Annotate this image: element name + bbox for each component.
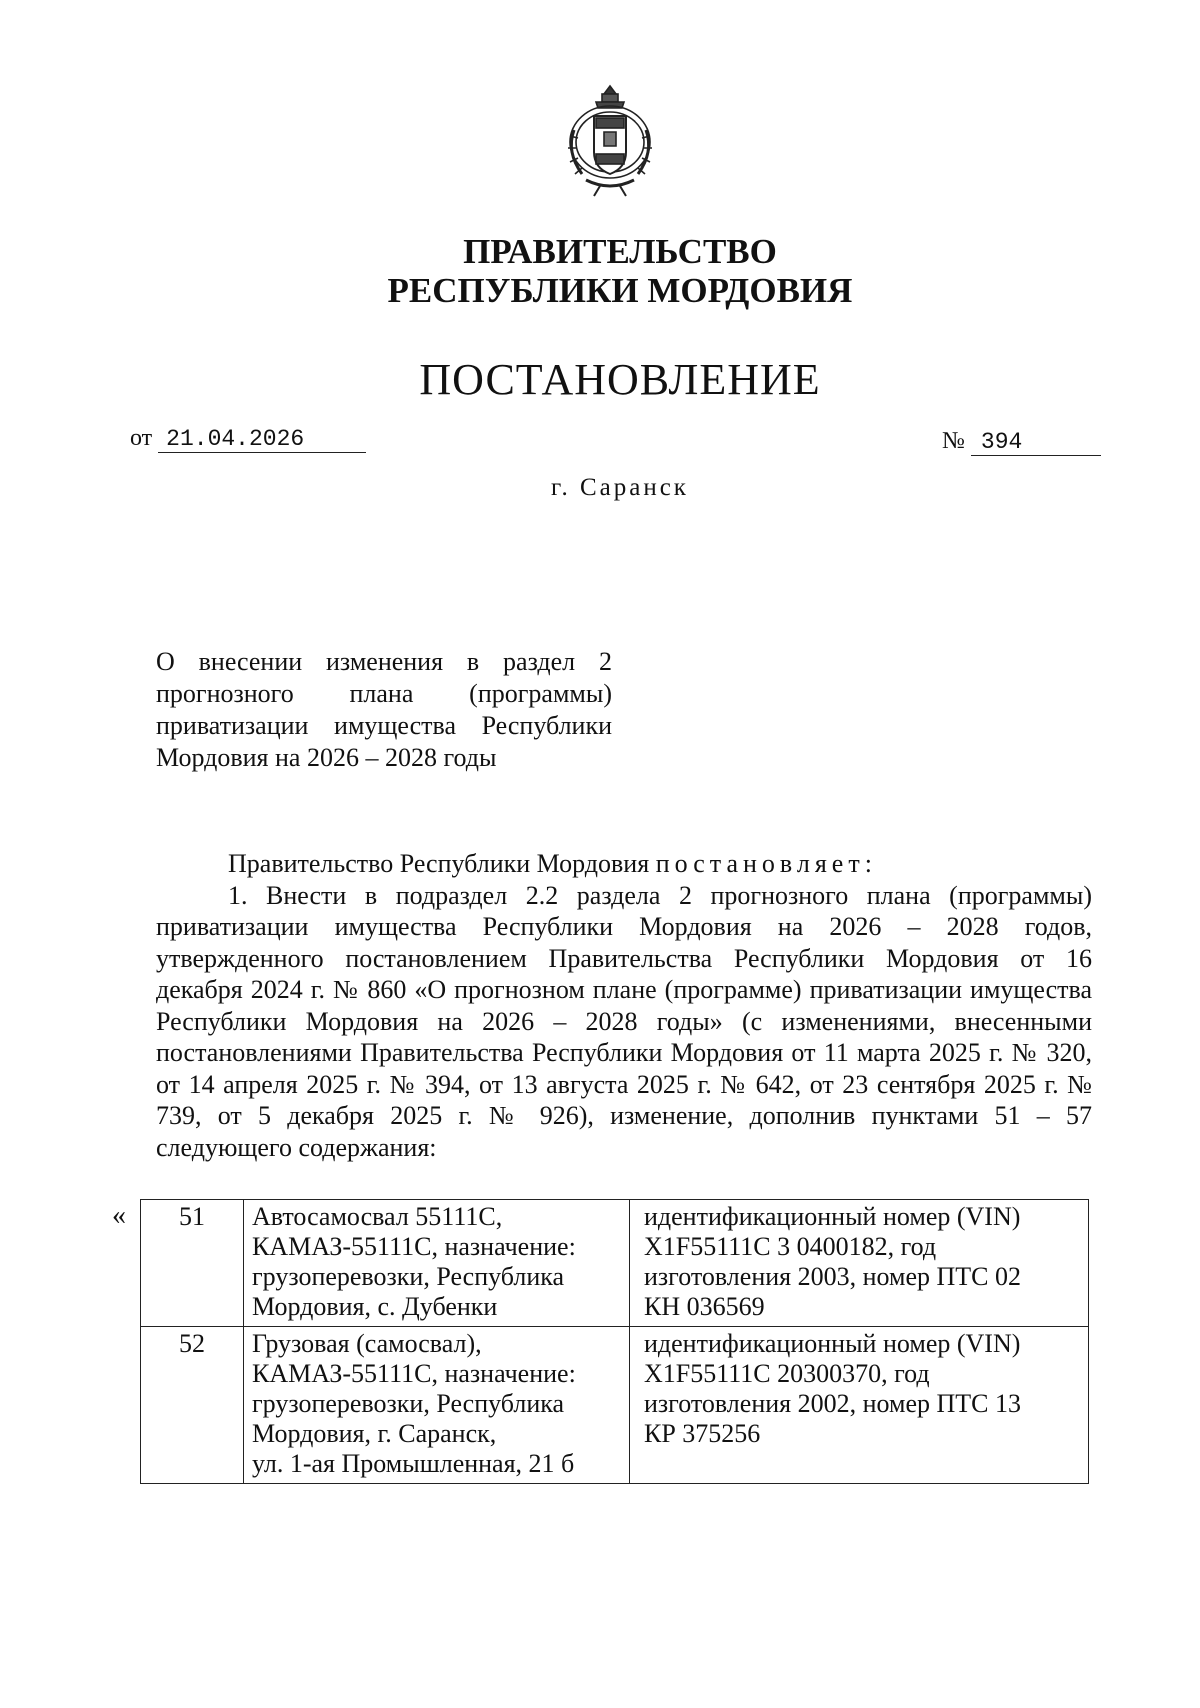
date-value: 21.04.2026	[158, 426, 366, 453]
coat-of-arms-emblem	[560, 82, 660, 200]
document-subject: О внесении изменения в раздел 2 прогнозного плана (программы) приватизации имущества Республики Мордовия на 2026 – 2028 годы	[156, 647, 612, 772]
number-prefix: №	[942, 428, 965, 454]
item-vin-line: идентификационный номер (VIN)	[644, 1202, 1021, 1231]
item-vin-cell	[630, 1200, 1089, 1327]
item-name-line: грузоперевозки, Республика	[252, 1262, 565, 1291]
table-row	[141, 1327, 1089, 1484]
number-field	[942, 428, 1101, 456]
item-vin-line: КР 375256	[644, 1419, 761, 1448]
number-value: 394	[971, 429, 1101, 456]
items-table-body	[141, 1200, 1089, 1484]
preamble	[156, 848, 1092, 880]
item-vin-line: идентификационный номер (VIN)	[644, 1329, 1021, 1358]
item-vin-line: КН 036569	[644, 1292, 765, 1321]
items-table	[140, 1199, 1089, 1484]
item-vin-line: изготовления 2003, номер ПТС 02	[644, 1262, 1022, 1291]
preamble-text: Правительство Республики Мордовия	[228, 849, 656, 878]
item-vin-line: X1F55111C 20300370, год	[644, 1359, 930, 1388]
city-name: г. Саранск	[551, 474, 689, 501]
item-name-line: Грузовая (самосвал),	[252, 1329, 482, 1358]
clause-1: 1. Внести в подраздел 2.2 раздела 2 прогнозного плана (программы) приватизации имущества Республики Мордовия на 2026 – 2028 годов, утвержденного постановлением Правительства Республики Мордовия от 16 декабря 2024 г. № 860 «О прогнозном плане (программе) приватизации имущества Республики Мордовия на 2026 – 2028 годы» (с изменениями, внесенными постановлениями Правительства Республики Мордовия от 11 марта 2025 г. № 320, от 14 апреля 2025 г. № 394, от 13 августа 2025 г. № 642, от 23 сентября 2025 г. № 739, от 5 декабря 2025 г. № 926), изменение, дополнив пунктами 51 – 57 следующего содержания:	[156, 880, 1092, 1162]
item-name-line: грузоперевозки, Республика	[252, 1389, 565, 1418]
preamble-decision-word: постановляет:	[655, 849, 877, 878]
date-field	[130, 425, 366, 453]
item-name-line: Автосамосвал 55111С,	[252, 1202, 503, 1231]
government-name-line2: РЕСПУБЛИКИ МОРДОВИЯ	[387, 271, 853, 310]
item-name-line: КАМАЗ-55111С, назначение:	[252, 1359, 576, 1388]
item-number-cell: 52	[141, 1327, 244, 1484]
item-name-cell	[244, 1200, 630, 1327]
item-name-line: Мордовия, г. Саранск,	[252, 1419, 497, 1448]
open-quote-mark: «	[112, 1200, 126, 1231]
item-vin-cell	[630, 1327, 1089, 1484]
item-number-cell: 51	[141, 1200, 244, 1327]
table-row	[141, 1200, 1089, 1327]
item-vin-line: X1F55111C 3 0400182, год	[644, 1232, 937, 1261]
government-name-line1: ПРАВИТЕЛЬСТВО	[463, 232, 777, 271]
item-name-line: КАМАЗ-55111С, назначение:	[252, 1232, 576, 1261]
item-vin-line: изготовления 2002, номер ПТС 13	[644, 1389, 1022, 1418]
item-name-line: ул. 1-ая Промышленная, 21 б	[252, 1449, 575, 1478]
item-name-cell	[244, 1327, 630, 1484]
date-prefix: от	[130, 425, 153, 451]
document-body	[156, 848, 1092, 1163]
document-type-title: ПОСТАНОВЛЕНИЕ	[419, 355, 821, 404]
item-name-line: Мордовия, с. Дубенки	[252, 1292, 498, 1321]
